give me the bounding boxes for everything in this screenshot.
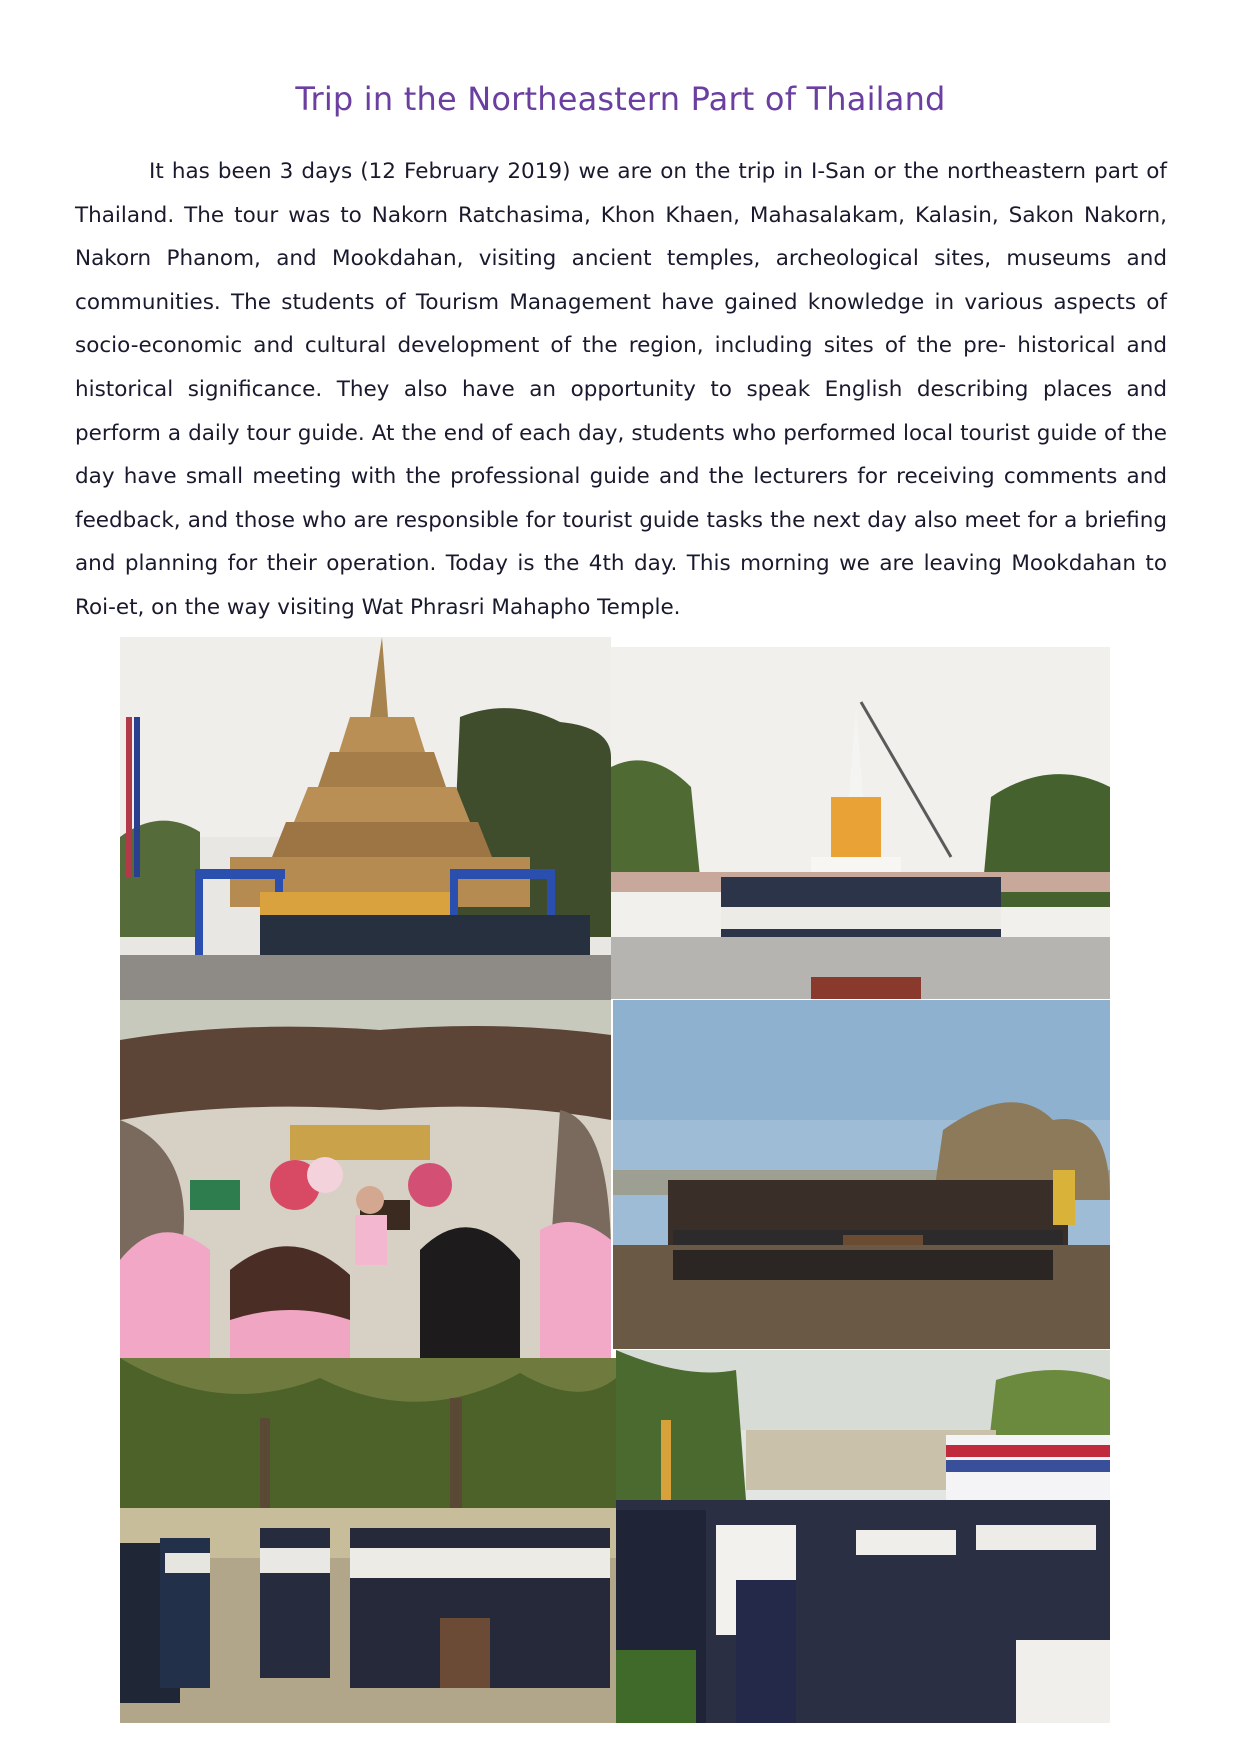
photo-students-forest-walk bbox=[120, 1358, 616, 1723]
photo-students-temple-grounds-bus bbox=[616, 1350, 1110, 1723]
photo-riverside-viewpoint-group bbox=[613, 1000, 1110, 1349]
page-title: Trip in the Northeastern Part of Thailand bbox=[295, 80, 946, 118]
photo-pagoda-temple-group bbox=[120, 637, 611, 1000]
article-paragraph: It has been 3 days (12 February 2019) we are on the trip in I-San or the northeastern part of Thailand. The tour was to Nakorn Ratchasima, Khon Khaen, Mahasalakam, Kalasin, Sakon Nakorn, Nakorn Phanom, and Mookdahan, visiting ancient temples, archeological sites, museums and communities. The students of Tourism Management have gained knowledge in various aspects of socio-economic and cultural development of the region, including sites of the pre- historical and historical significance. They also have an opportunity to speak English describing places and perform a daily tour guide. At the end of each day, students who performed local tourist guide of the day have small meeting with the professional guide and the lecturers for receiving comments and feedback, and those who are responsible for tourist guide tasks the next day also meet for a briefing and planning for their operation. Today is the 4th day. This morning we are leaving Mookdahan to Roi-et, on the way visiting Wat Phrasri Mahapho Temple. bbox=[75, 159, 1167, 620]
photo-cave-shrine-visit bbox=[120, 1000, 611, 1358]
photo-white-stupa-group bbox=[611, 647, 1110, 999]
